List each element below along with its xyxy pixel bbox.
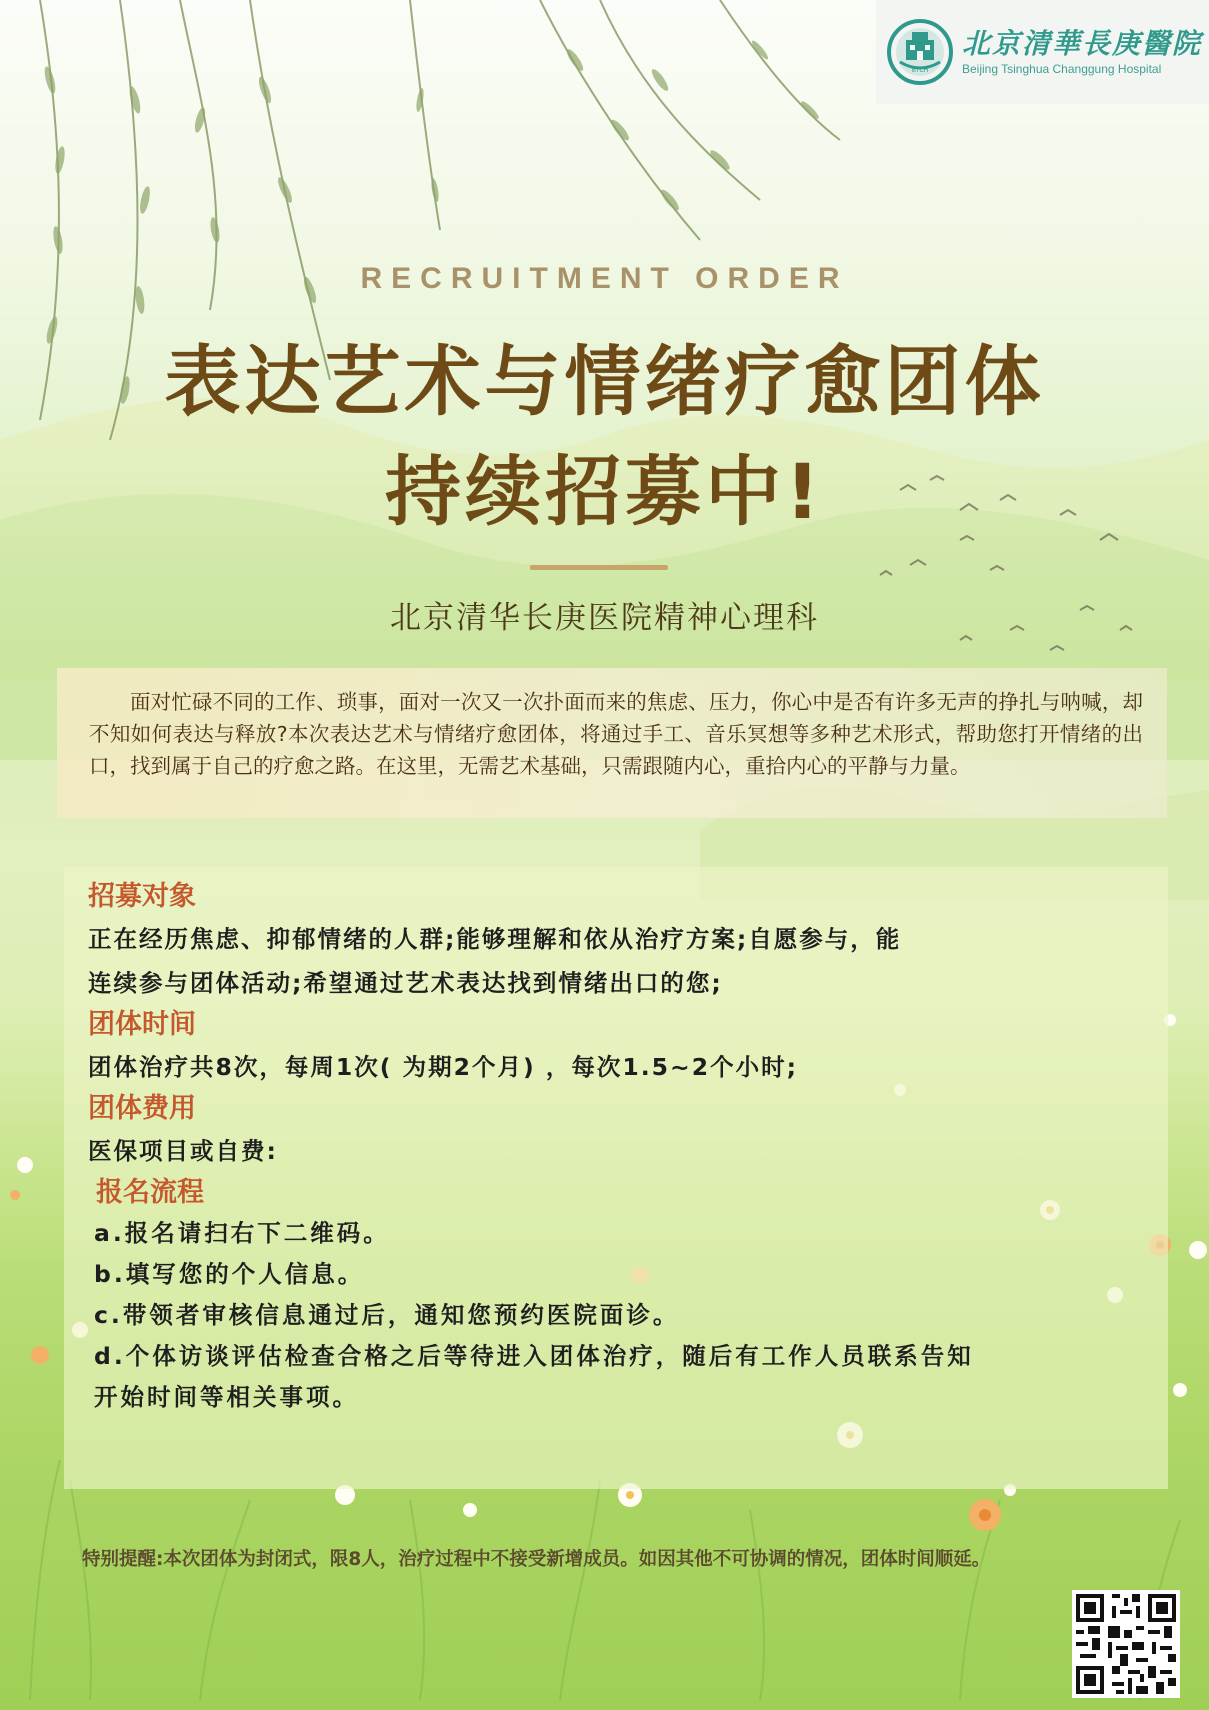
special-notice: 特别提醒:本次团体为封闭式，限8人，治疗过程中不接受新增成员。如因其他不可协调的情况，团体时间顺延。	[82, 1549, 991, 1570]
fee-text: 医保项目或自费:	[88, 1137, 278, 1165]
department-name: 北京清华长庚医院精神心理科	[390, 600, 819, 636]
logo-badge-text: BTCH	[911, 68, 929, 74]
time-text: 团体治疗共8次，每周1次( 为期2个月) ，每次1.5~2个小时;	[88, 1053, 798, 1081]
section-heading-target: 招募对象	[88, 881, 196, 912]
poster-title-line1: 表达艺术与情绪疗愈团体	[164, 337, 1045, 426]
eyebrow-text: RECRUITMENT ORDER	[360, 262, 849, 295]
target-text-line1: 正在经历焦虑、抑郁情绪的人群;能够理解和依从治疗方案;自愿参与，能	[88, 925, 902, 953]
intro-paragraph: 面对忙碌不同的工作、琐事，面对一次又一次扑面而来的焦虑、压力，你心中是否有许多无声的挣扎与呐喊，却不知如何表达与释放?本次表达艺术与情绪疗愈团体，将通过手工、音乐冥想等多种艺术形式，帮助您打开情绪的出口，找到属于自己的疗愈之路。在这里，无需艺术基础，只需跟随内心，重拾内心的平静与力量。	[57, 668, 1167, 818]
process-step-c: c.带领者审核信息通过后，通知您预约医院面诊。	[94, 1301, 680, 1329]
qr-code-icon[interactable]	[1072, 1590, 1180, 1698]
process-step-d-cont: 开始时间等相关事项。	[94, 1383, 359, 1411]
target-text-line2: 连续参与团体活动;希望通过艺术表达找到情绪出口的您;	[88, 969, 723, 997]
process-step-d: d.个体访谈评估检查合格之后等待进入团体治疗，随后有工作人员联系告知	[94, 1342, 974, 1370]
section-heading-fee: 团体费用	[88, 1093, 196, 1124]
hospital-logo-icon	[886, 18, 954, 86]
info-panel	[64, 867, 1168, 1489]
hospital-name-cn: 北京清華長庚醫院	[962, 27, 1203, 60]
process-step-b: b.填写您的个人信息。	[94, 1260, 365, 1288]
section-heading-time: 团体时间	[88, 1009, 196, 1040]
hospital-name-en: Beijing Tsinghua Changgung Hospital	[962, 62, 1162, 76]
section-heading-process: 报名流程	[96, 1177, 204, 1208]
signup-process	[88, 1173, 1146, 1418]
hospital-logo	[876, 0, 1209, 104]
process-step-a: a.报名请扫右下二维码。	[94, 1219, 390, 1247]
title-divider	[530, 565, 668, 570]
poster-title-line2: 持续招募中!	[385, 447, 824, 536]
